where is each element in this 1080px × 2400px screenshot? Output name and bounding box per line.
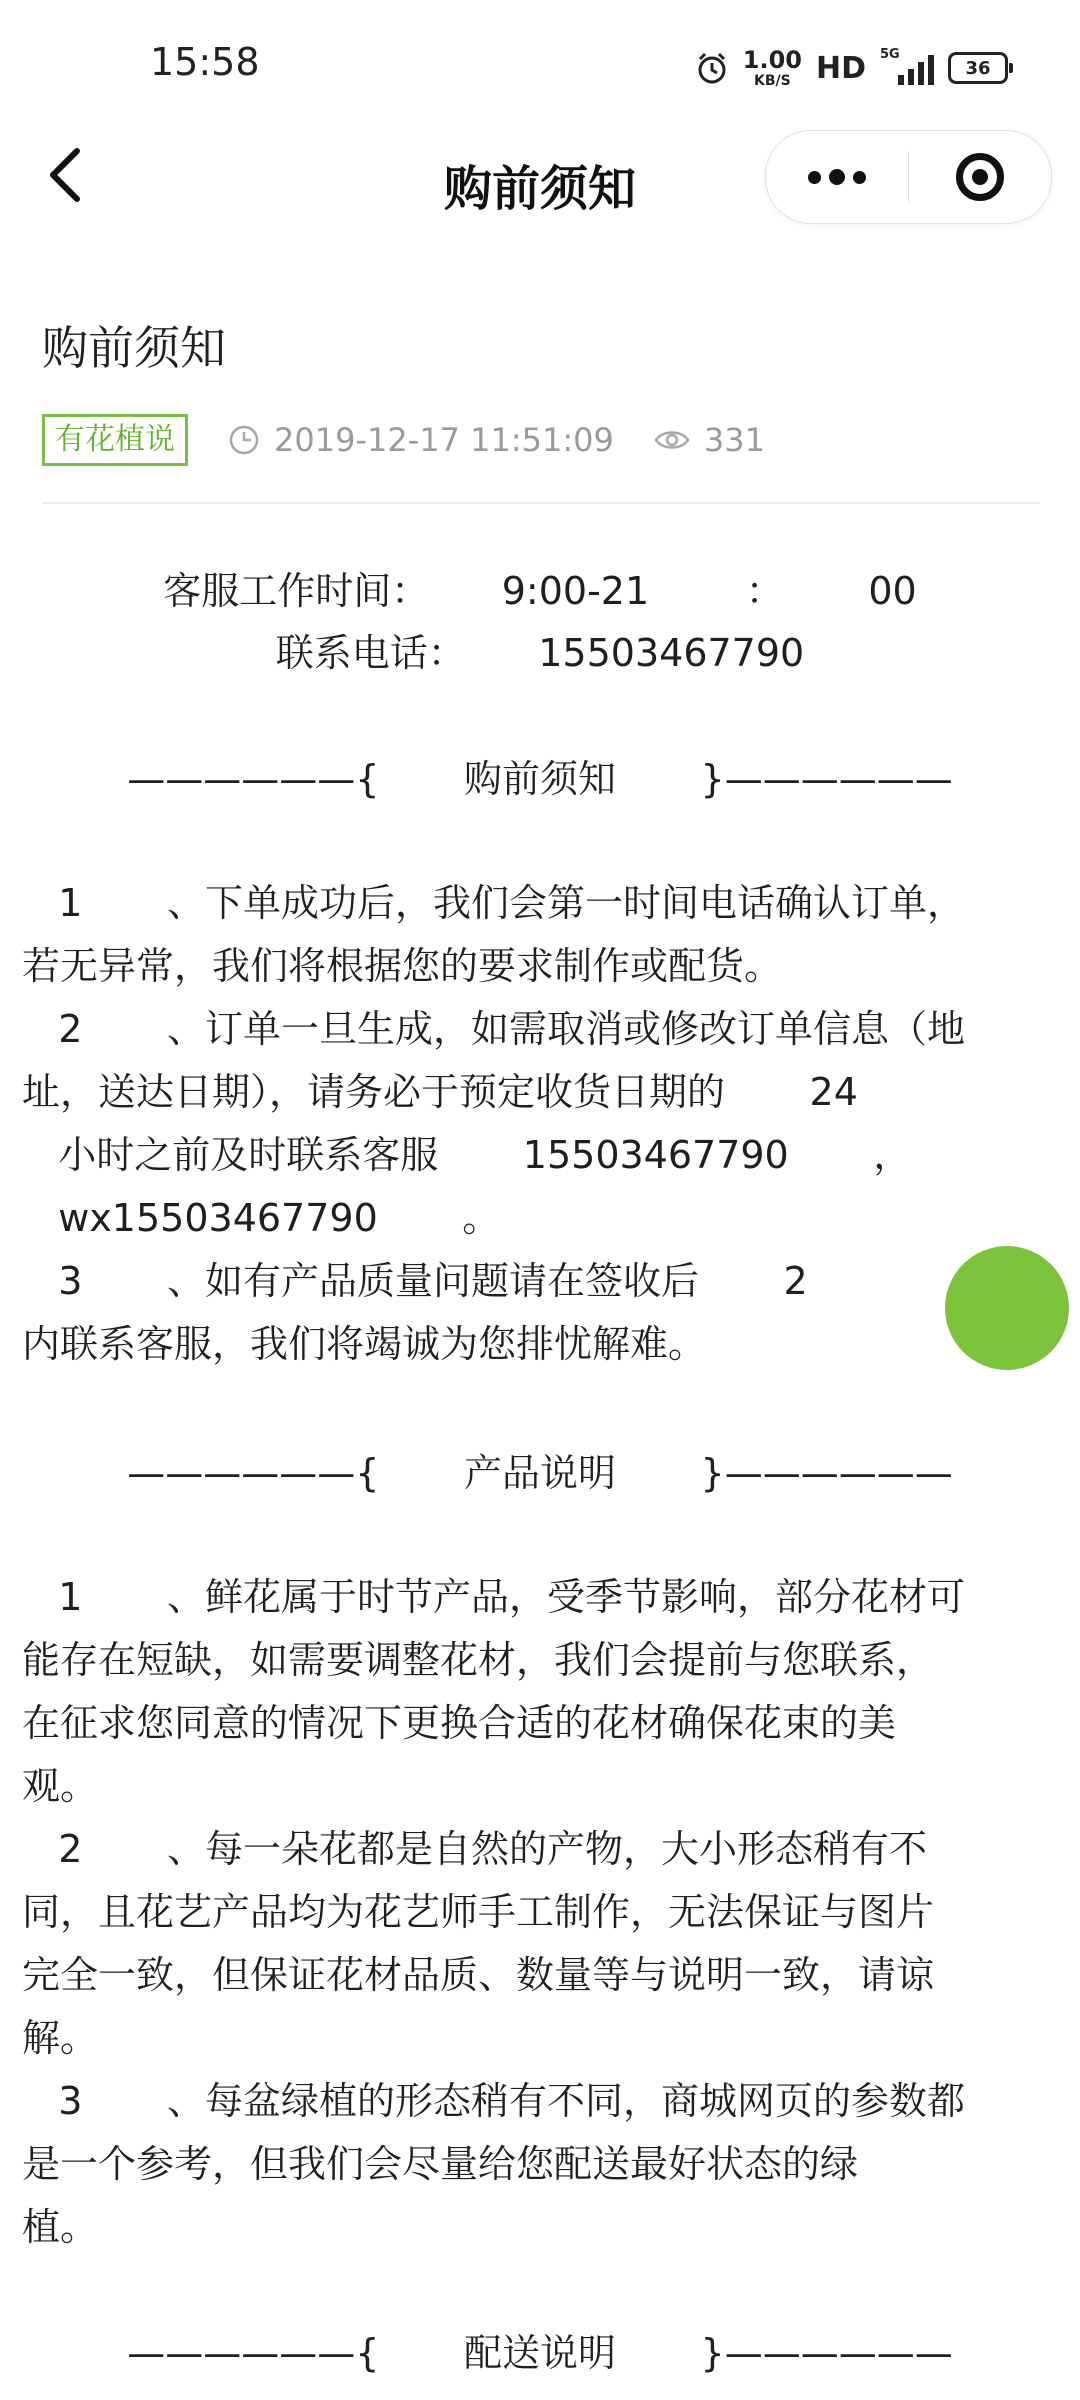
paragraph-line: 在征求您同意的情况下更换合适的花材确保花束的美 [22,1701,897,1745]
paragraph-line: 小时之前及时联系客服 15503467790 ， [22,1133,912,1177]
paragraph-line: 若无异常，我们将根据您的要求制作或配货。 [22,944,783,988]
close-miniprogram-icon [956,153,1004,201]
more-button[interactable] [766,131,908,223]
paragraph-line: 解。 [22,2016,99,2060]
status-bar [0,0,1080,130]
navigation-bar [0,130,1080,250]
paragraph-line: 能存在短缺，如需要调整花材，我们会提前与您联系， [22,1638,935,1682]
paragraph-line: 2 、订单一旦生成，如需取消或修改订单信息（地 [22,1007,965,1051]
paragraph-line: 同，且花艺产品均为花艺师手工制作，无法保证与图片 [22,1890,935,1934]
paragraph-line: 1 、下单成功后，我们会第一时间电话确认订单， [22,881,965,925]
paragraph-line: 植。 [22,2205,99,2249]
author-tag[interactable]: 有花植说 [42,414,188,466]
paragraph-line: 址，送达日期），请务必于预定收货日期的 24 [22,1070,858,1114]
section-heading-product: ——————{ 产品说明 }—————— [127,1451,953,1495]
publish-time [228,421,614,459]
nav-title: 购前须知 [443,161,636,217]
paragraph-line: 1 、鲜花属于时节产品，受季节影响，部分花材可 [22,1575,965,1619]
alarm-icon [695,51,729,85]
signal-icon [880,47,934,85]
paragraph-line: 3 、如有产品质量问题请在签收后 2 [22,1259,808,1303]
floating-action-button[interactable] [945,1246,1069,1370]
view-count-text: 331 [703,421,765,459]
publish-date-text: 2019-12-17 11:51:09 [274,421,614,459]
miniprogram-capsule [765,130,1052,224]
header-divider [42,502,1040,504]
status-time: 15:58 [150,40,260,84]
article-meta [42,414,765,466]
contact-phone: 联系电话： 15503467790 [275,631,805,675]
status-icons [695,46,1008,90]
paragraph-line: 是一个参考，但我们会尽量给您配送最好状态的绿 [22,2142,859,2186]
close-miniprogram-button[interactable] [909,131,1051,223]
more-dots-icon [808,169,866,185]
service-hours: 客服工作时间： 9:00-21 ： 00 [163,569,917,613]
paragraph-line: 3 、每盆绿植的形态稍有不同，商城网页的参数都 [22,2079,965,2123]
article-title: 购前须知 [42,321,226,375]
view-count [654,421,765,459]
network-speed: 1.00 KB/S [742,46,802,89]
battery-icon: 36 [948,52,1008,84]
paragraph-line: 2 、每一朵花都是自然的产物，大小形态稍有不 [22,1827,927,1871]
eye-icon [654,427,690,453]
paragraph-line: 完全一致，但保证花材品质、数量等与说明一致，请谅 [22,1953,935,1997]
network-type: 5G [880,47,900,62]
paragraph-line: wx15503467790 。 [22,1196,501,1240]
clock-icon [228,424,260,456]
section-heading-purchase: ——————{ 购前须知 }—————— [127,757,953,801]
paragraph-line: 内联系客服，我们将竭诚为您排忧解难。 [22,1322,707,1366]
section-heading-delivery: ——————{ 配送说明 }—————— [127,2331,953,2375]
hd-indicator: HD [815,50,866,86]
paragraph-line: 观。 [22,1764,99,1808]
